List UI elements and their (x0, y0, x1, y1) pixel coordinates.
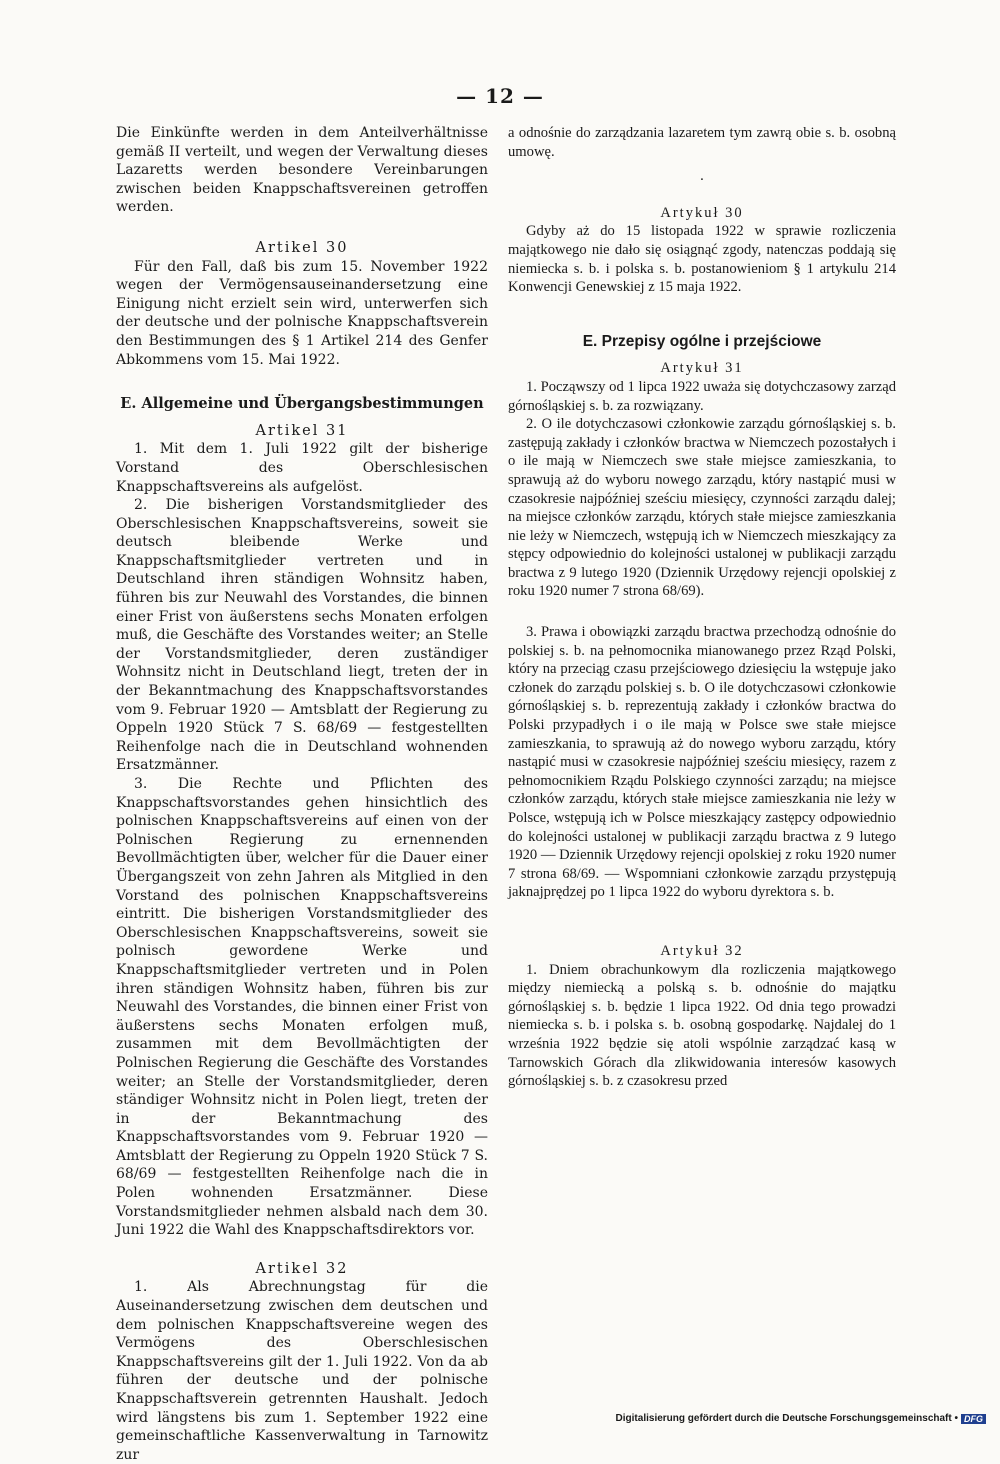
page-number: — 12 — (456, 84, 544, 108)
german-art31-p3: 3. Die Rechte und Pflichten des Knappschaftsvorstandes gehen hinsichtlich des polnischen Knappschaftsvereins auf einen von der Polnischen Regierung zu ernennenden Bevollmächtigten über, welcher für die Dauer einer Übergangszeit von zehn Jahren als Mitglied in den Vorstand des polnischen Knappschaftsvereins eintritt. Die bisherigen Vorstandsmitglieder des Oberschlesischen Knappschaftsvereins, soweit sie polnisch gewordene Werke und Knappschaftsmitglieder vertreten und in Polen ihren ständigen Wohnsitz haben, führen bis zur Neuwahl des Vorstandes, die binnen einer Frist von äußerstens sechs Monaten erfolgen muß, zusammen mit dem Bevollmächtigten der Polnischen Regierung die Geschäfte des Vorstandes weiter; an Stelle der Vorstandsmitglieder, deren ständiger Wohnsitz nicht in Polen liegt, treten der in der Bekanntmachung des Knappschaftsvorstandes vom 9. Februar 1920 — Amtsblatt der Regierung zu Oppeln 1920 Stück 7 S. 68/69 — festgestellten Reihenfolge nach die in Polen wohnenden Ersatzmänner. Diese Vorstandsmitglieder nehmen alsbald nach dem 30. Juni 1922 die Wahl des Knappschaftsdirektors vor. (116, 776, 488, 1239)
german-art30-heading: Artikel 30 (255, 239, 349, 256)
polish-art30-text: Gdyby aż do 15 listopada 1922 w sprawie rozliczenia majątkowego nie dało się osiągnąć zgody, natenczas poddają się niemiecka s. b. i polska s. b. postanowieniom § 1 artykulu 214 Konwencji Genewskiej z 15 maja 1922. (508, 223, 896, 296)
german-art30-text: Für den Fall, daß bis zum 15. November 1922 wegen der Vermögensauseinandersetzung eine Einigung nicht erzielt sein wird, unterwerfen sich der deutsche und der polnische Knappschaftsverein den Bestimmungen des § 1 Artikel 214 des Genfer Abkommens vom 15. Mai 1922. (116, 258, 488, 368)
polish-intro: a odnośnie do zarządzania lazaretem tym zawrą obie s. b. osobną umowę. (508, 125, 896, 160)
polish-art31-heading: Artykuł 31 (660, 360, 744, 377)
polish-art31-p1: 1. Począwszy od 1 lipca 1922 uważa się dotychczasowy zarząd górnośląskiej s. b. za rozwiązany. (508, 378, 896, 414)
polish-art32-heading: Artykuł 32 (660, 942, 744, 959)
german-section-e-heading: E. Allgemeine und Übergangsbestimmungen (120, 395, 484, 413)
polish-art31-p2: 2. O ile dotychczasowi członkowie zarządu górnośląskiej s. b. zastępują zakłady i członków bractwa w Niemczech pozostałych i o ile mają w Niemczech swe stałe miejsce zamieszkania, to sprawują aż do wyboru nowego zarządu, który nastąpić musi w czasokresie najpóźniej sześciu miesięcy, czynności zarządu dalej; na miejsce członków zarządu, których stałe miejsce zamieszkania nie leży w Niemczech, wstępują ich w Niemczech mieszkający za stępcy odpowiednio do kolejności ustalonej w publikacji zarządu bractwa z 9 lutego 1920 (Dziennik Urzędowy rejencji opolskiej z roku 1920 numer 7 strona 68/69). (508, 416, 896, 600)
german-column (116, 124, 488, 1464)
polish-section-e-heading: E. Przepisy ogólne i przejściowe (582, 332, 822, 350)
footer-credit (616, 1413, 986, 1424)
german-intro: Die Einkünfte werden in dem Anteilverhältnisse gemäß II verteilt, und wegen der Verwaltung dieses Lazaretts werden besondere Vereinbarungen zwischen beiden Knappschaftsvereinen getroffen werden. (116, 125, 488, 216)
decorative-dot: . (700, 168, 704, 185)
footer-text: Digitalisierung gefördert durch die Deutsche Forschungsgemeinschaft • (615, 1413, 958, 1424)
polish-art31-p3: 3. Prawa i obowiązki zarządu bractwa przechodzą odnośnie do polskiej s. b. na pełnomocnika mianowanego przez Rząd Polski, który na przeciąg czasu przejściowego dziesięciu la wstępuje jako członek do zarządu polskiej s. b. O ile dotychczasowi członkowie górnośląskiej s. b. reprezentują zakłady i członków bractwa do Polski przypadłych i o ile mają w Polsce swe stałe miejsce zamieszkania, to sprawują aż do nowego wyboru zarządu, który nastąpić musi w czasokresie najpóźniej sześciu miesięcy, razem z pełnomocnikiem Rządu Polskiego czynności zarządu; na miejsce członków zarządu, których stałe miejsce zamieszkania nie leży w Polsce, wstępują ich w Polsce mieszkający zastępcy odpowiednio do kolejności ustalonej w publikacji zarządu bractwa z 9 lutego 1920 — Dziennik Urzędowy rejencji opolskiej z roku 1920 numer 7 strona 68/69. — Wspomniani członkowie zarządu przystępują jaknajprędzej po 1 lipca 1922 do wyboru dyrektora s. b. (508, 624, 896, 901)
german-art31-p1: 1. Mit dem 1. Juli 1922 gilt der bisherige Vorstand des Oberschlesischen Knappschaftsvereins als aufgelöst. (116, 441, 488, 495)
german-art32-heading: Artikel 32 (255, 1260, 349, 1277)
polish-art30-heading: Artykuł 30 (660, 204, 744, 221)
dfg-logo: DFG (961, 1414, 986, 1424)
polish-column (508, 124, 896, 1091)
german-art31-p2: 2. Die bisherigen Vorstandsmitglieder des Oberschlesischen Knappschaftsvereins, soweit sie deutsch bleibende Werke und Knappschaftsmitglieder vertreten und in Deutschland ihren ständigen Wohnsitz haben, führen bis zur Neuwahl des Vorstandes, die binnen einer Frist von äußerstens sechs Monaten erfolgen muß, die Geschäfte des Vorstandes weiter; an Stelle der Vorstandsmitglieder, deren zuständiger Wohnsitz nicht in Deutschland liegt, treten der in der Bekanntmachung des Knappschaftsvorstandes vom 9. Februar 1920 — Amtsblatt der Regierung zu Oppeln 1920 Stück 7 S. 68/69 — festgestellten Reihenfolge nach die in Deutschland wohnenden Ersatzmänner. (116, 497, 488, 774)
german-art31-heading: Artikel 31 (255, 422, 349, 439)
polish-art32-p1: 1. Dniem obrachunkowym dla rozliczenia majątkowego między niemiecką a polską s. b. odnośnie do majątku górnośląskiej s. b. będzie 1 lipca 1922. Od dnia tego prowadzi niemiecka s. b. i polska s. b. osobną gospodarkę. Najdalej do 1 września 1922 będzie się atoli wspólnie zarządzać kasą w Tarnowskich Górach dla zlikwidowania interesów kasowych górnośląskiej s. b. z czasokresu przed (508, 961, 896, 1090)
german-art32-p1: 1. Als Abrechnungstag für die Auseinandersetzung zwischen dem deutschen und dem polnischen Knappschaftsvereine wegen des Vermögens des Oberschlesischen Knappschaftsvereins gilt der 1. Juli 1922. Von da ab führen der deutsche und der polnische Knappschaftsverein getrennten Haushalt. Jedoch wird längstens bis zum 1. September 1922 eine gemeinschaftliche Kassenverwaltung in Tarnowitz zur (116, 1279, 488, 1463)
